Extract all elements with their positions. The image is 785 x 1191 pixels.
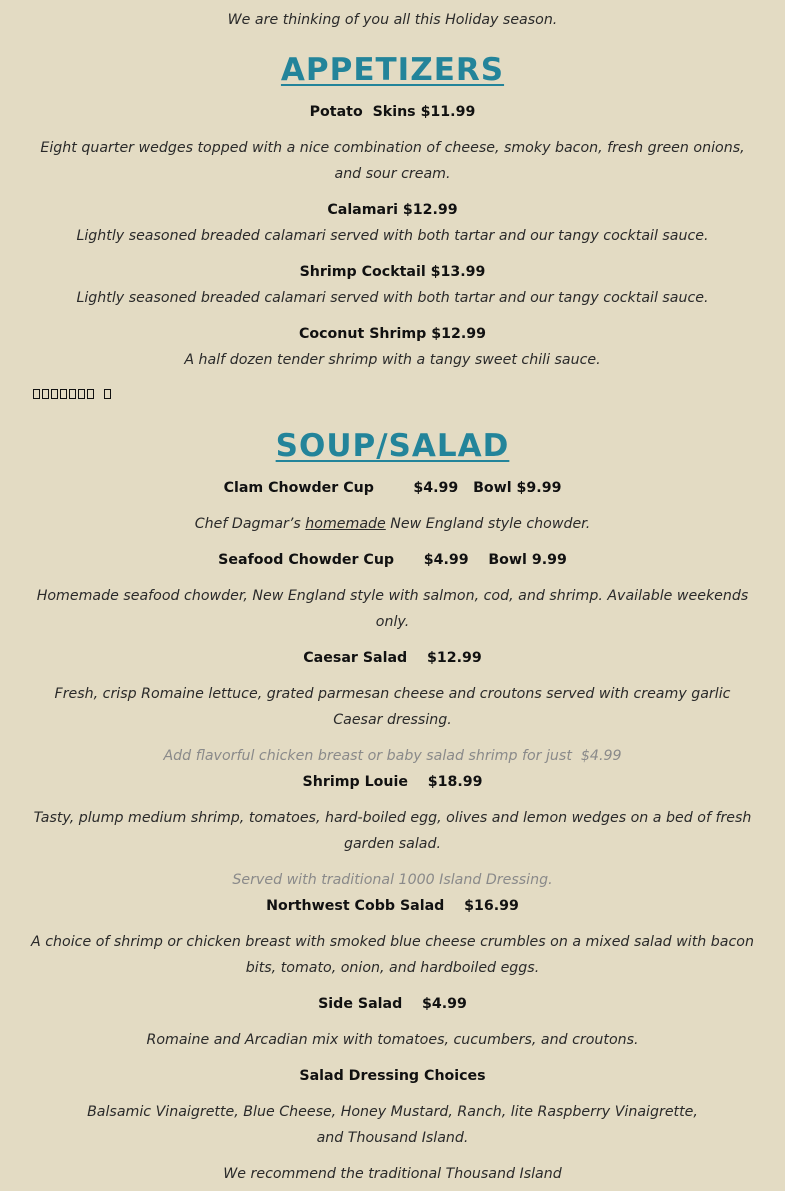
menu-item-clam-chowder: Clam Chowder Cup $4.99 Bowl $9.99	[223, 480, 562, 496]
menu-item-description: Lightly seasoned breaded calamari served with both tartar and our tangy cocktail sauce.	[76, 290, 709, 306]
menu-item-seafood-chowder: Seafood Chowder Cup $4.99 Bowl 9.99	[218, 552, 567, 568]
appetizers-heading-label: APPETIZERS	[280, 52, 505, 88]
description-text: Chef Dagmar’s	[194, 516, 306, 532]
glyph-box	[78, 389, 85, 399]
menu-item-coconut-shrimp: Coconut Shrimp $12.99	[298, 326, 487, 342]
glyph-box	[33, 389, 40, 399]
missing-glyph-boxes	[33, 389, 111, 401]
glyph-box	[87, 389, 94, 399]
glyph-box	[42, 389, 49, 399]
menu-item-caesar-salad: Caesar Salad $12.99	[303, 650, 482, 666]
description-text: New England style chowder.	[385, 516, 591, 532]
menu-item-addon-note: Add flavorful chicken breast or baby salad shrimp for just $4.99	[163, 748, 622, 764]
menu-item-note: Served with traditional 1000 Island Dressing.	[232, 872, 553, 888]
glyph-box	[60, 389, 67, 399]
menu-item-shrimp-cocktail: Shrimp Cocktail $13.99	[299, 264, 486, 280]
menu-item-description: Romaine and Arcadian mix with tomatoes, cucumbers, and croutons.	[146, 1032, 639, 1048]
menu-item-potato-skins: Potato Skins $11.99	[309, 104, 476, 120]
menu-item-side-salad: Side Salad $4.99	[318, 996, 467, 1012]
intro-text: We are thinking of you all this Holiday season.	[227, 12, 558, 28]
glyph-box	[51, 389, 58, 399]
soup-salad-heading-label: SOUP/SALAD	[275, 428, 510, 464]
glyph-box	[69, 389, 76, 399]
menu-item-description: A half dozen tender shrimp with a tangy sweet chili sauce.	[184, 352, 601, 368]
soup-salad-heading	[0, 426, 785, 466]
menu-item-description: Lightly seasoned breaded calamari served with both tartar and our tangy cocktail sauce.	[76, 228, 709, 244]
menu-item-description: Balsamic Vinaigrette, Blue Cheese, Honey Mustard, Ranch, lite Raspberry Vinaigrette,	[87, 1104, 698, 1120]
menu-item-description: and Thousand Island.	[316, 1130, 469, 1146]
menu-item-description: Eight quarter wedges topped with a nice combination of cheese, smoky bacon, fresh green onions, and sour cream.	[40, 140, 745, 182]
menu-item-calamari: Calamari $12.99	[327, 202, 458, 218]
menu-item-description: A choice of shrimp or chicken breast with smoked blue cheese crumbles on a mixed salad with bacon bits, tomato, onion, and hardboiled eggs.	[31, 934, 754, 976]
menu-item-shrimp-louie: Shrimp Louie $18.99	[302, 774, 483, 790]
menu-item-dressing-choices: Salad Dressing Choices	[299, 1068, 486, 1084]
menu-item-description: Homemade seafood chowder, New England style with salmon, cod, and shrimp. Available weekends only.	[36, 588, 749, 630]
menu-item-cobb-salad: Northwest Cobb Salad $16.99	[266, 898, 519, 914]
glyph-box	[104, 389, 111, 399]
menu-item-description: Fresh, crisp Romaine lettuce, grated parmesan cheese and croutons served with creamy garlic Caesar dressing.	[54, 686, 731, 728]
description-underlined-text: homemade	[305, 516, 386, 532]
dressing-recommendation: We recommend the traditional Thousand Island	[223, 1166, 562, 1182]
menu-item-description: Tasty, plump medium shrimp, tomatoes, hard-boiled egg, olives and lemon wedges on a bed of fresh garden salad.	[33, 810, 752, 852]
menu-item-description	[0, 511, 785, 537]
appetizers-heading	[0, 50, 785, 90]
